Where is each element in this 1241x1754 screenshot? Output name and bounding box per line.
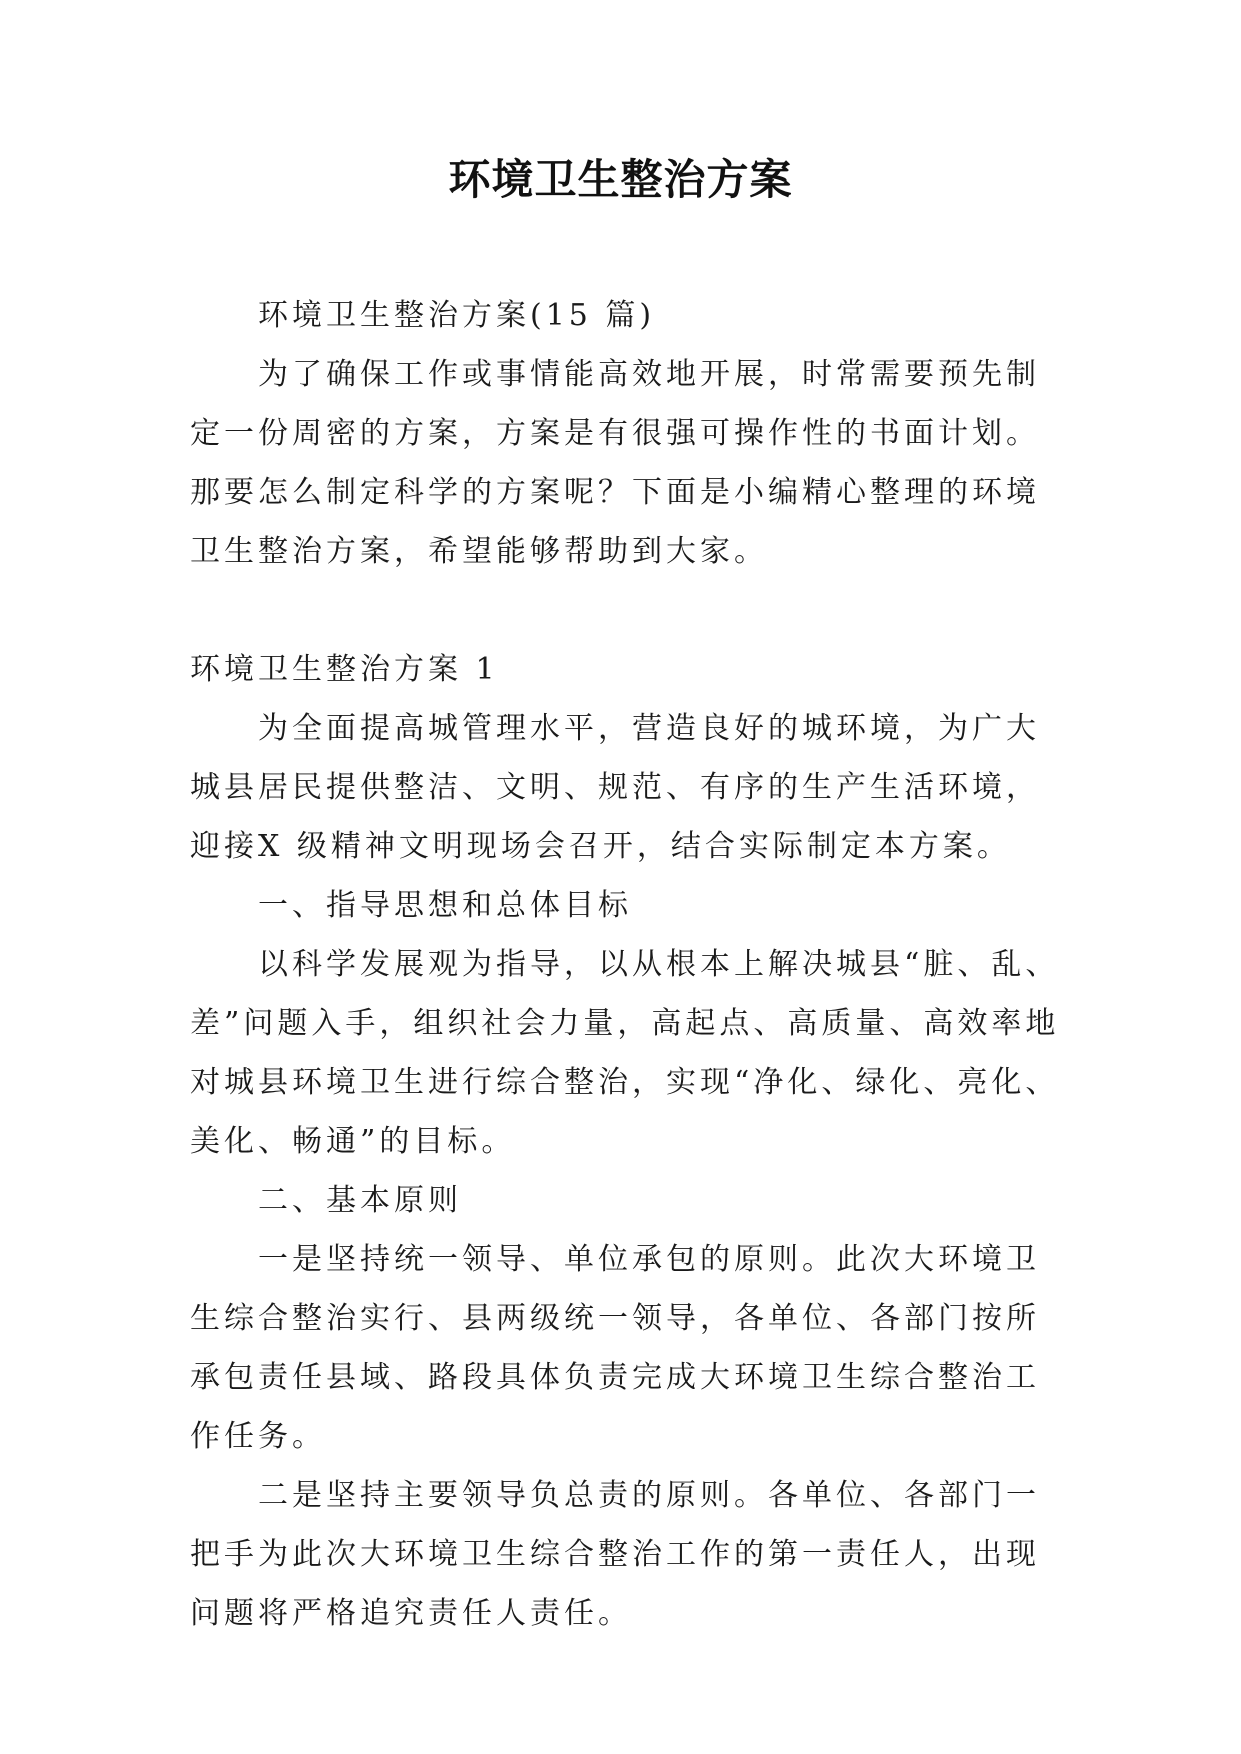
intro-paragraph: 为了确保工作或事情能高效地开展，时常需要预先制定一份周密的方案，方案是有很强可操作性的书面计划。那要怎么制定科学的方案呢？下面是小编精心整理的环境卫生整治方案，希望能够帮助到大家。 xyxy=(190,357,1040,569)
paragraph-spacer xyxy=(190,581,1060,640)
body-paragraph: 为全面提高城管理水平，营造良好的城环境，为广大城县居民提供整洁、文明、规范、有序的生产生活环境，迎接X 级精神文明现场会召开，结合实际制定本方案。 xyxy=(190,711,1040,864)
document-title: 环境卫生整治方案 xyxy=(448,155,793,204)
section-heading: 二、基本原则 xyxy=(258,1183,462,1218)
subtitle-paragraph: 环境卫生整治方案(15 篇) xyxy=(258,298,656,333)
document-body xyxy=(190,286,1060,1643)
section-heading: 一、指导思想和总体目标 xyxy=(258,888,632,923)
body-paragraph: 一是坚持统一领导、单位承包的原则。此次大环境卫生综合整治实行、县两级统一领导，各单位、各部门按所承包责任县域、路段具体负责完成大环境卫生综合整治工作任务。 xyxy=(190,1242,1040,1454)
body-paragraph: 以科学发展观为指导，以从根本上解决城县“脏、乱、差”问题入手，组织社会力量，高起点、高质量、高效率地对城县环境卫生进行综合整治，实现“净化、绿化、亮化、美化、畅通”的目标。 xyxy=(190,947,1060,1159)
body-paragraph: 二是坚持主要领导负总责的原则。各单位、各部门一把手为此次大环境卫生综合整治工作的第一责任人，出现问题将严格追究责任人责任。 xyxy=(190,1478,1040,1631)
section-heading: 环境卫生整治方案 1 xyxy=(190,652,499,687)
